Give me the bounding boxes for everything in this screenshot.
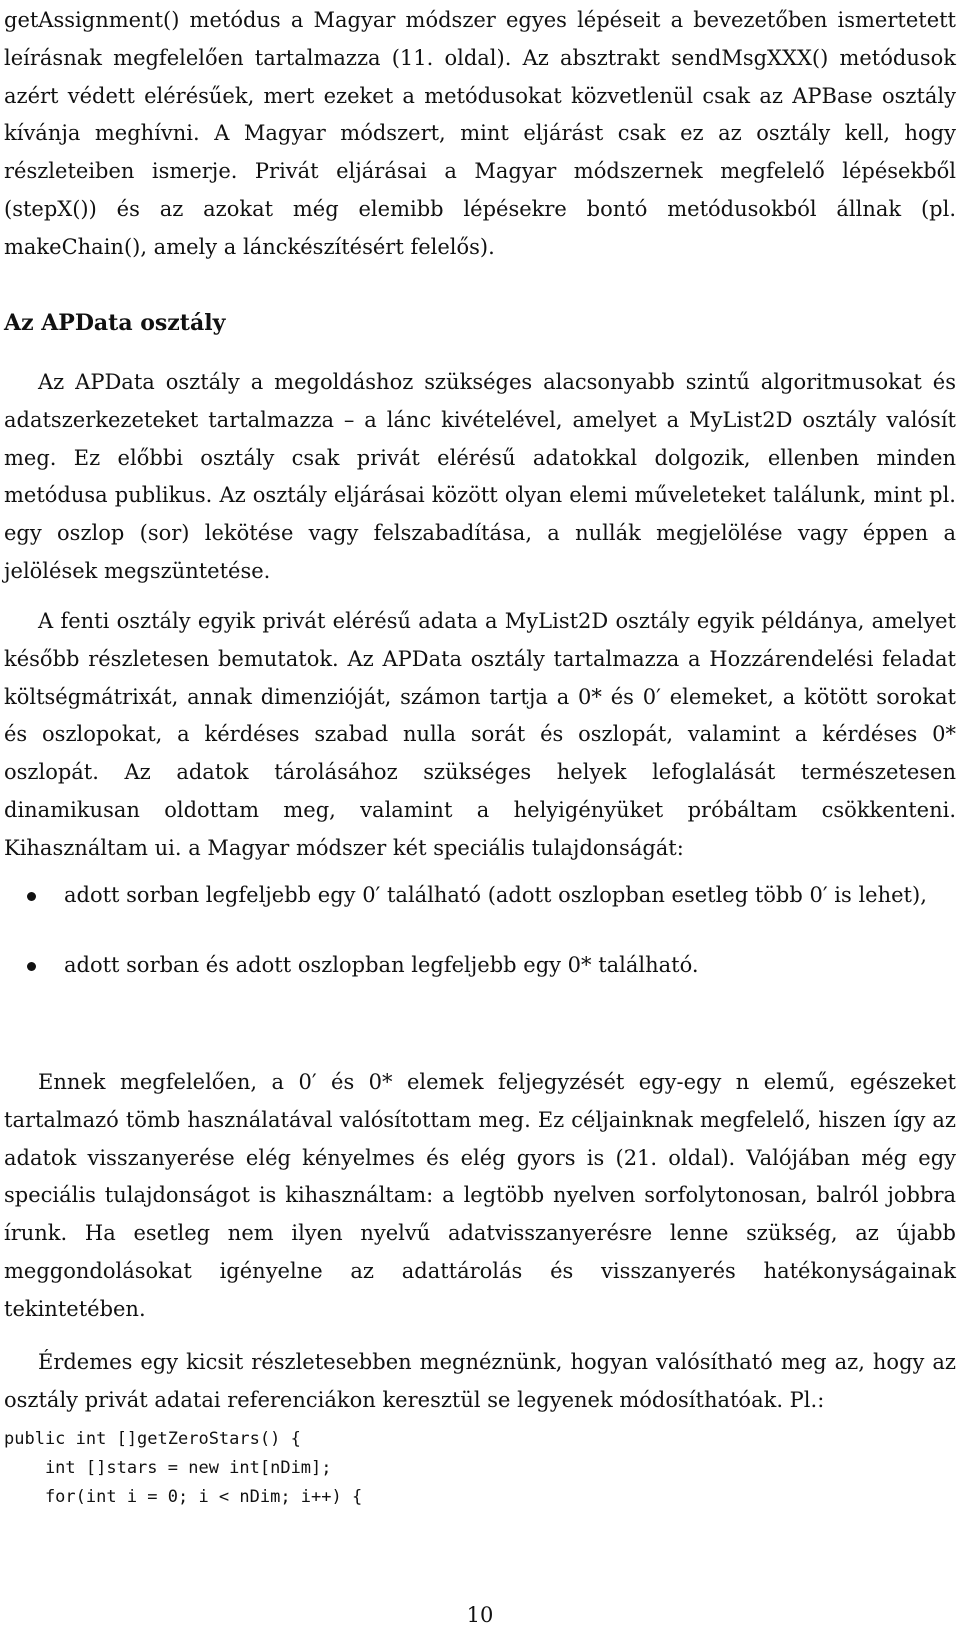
section-heading: Az APData osztály: [4, 310, 226, 336]
page-number: 10: [466, 1603, 494, 1627]
paragraph-apdata-data: A fenti osztály egyik privát elérésű adata a MyList2D osztály egyik példánya, amelyet később részletesen bemutatok. Az APData osztály tartalmazza a Hozzárendelési feladat költségmátrixát, annak dimenzióját, számon tartja a 0* és 0′ elemeket, a kötött sorokat és oszlopokat, a kérdéses szabad nulla sorát és oszlopát, valamint a kérdéses 0* oszlopát. Az adatok tárolásához szükséges helyek lefoglalását természetesen dinamikusan oldottam meg, valamint a helyigényüket próbáltam csökkenteni. Kihasználtam ui. a Magyar módszer két speciális tulajdonságát:: [4, 609, 956, 860]
paragraph-intro: getAssignment() metódus a Magyar módszer egyes lépéseit a bevezetőben ismertetett leírásnak megfelelően tartalmazza (11. oldal). Az absztrakt sendMsgXXX() metódusok azért védett elérésűek, mert ezeket a metódusokat közvetlenül csak az APBase osztály kívánja meghívni. A Magyar módszert, mint eljárást csak ez az osztály kell, hogy részleteiben ismerje. Privát eljárásai a Magyar módszernek megfelelő lépésekből (stepX()) és az azokat még elemibb lépésekre bontó metódusokból állnak (pl. makeChain(), amely a lánckészítésért felelős).: [4, 8, 956, 259]
list-item: [4, 877, 956, 915]
bullet-list: [4, 877, 956, 1017]
code-listing: public int []getZeroStars() { int []stars = new int[nDim]; for(int i = 0; i < nDim; i++) {: [4, 1429, 363, 1507]
list-item-text: adott sorban legfeljebb egy 0′ található (adott oszlopban esetleg több 0′ is lehet),: [64, 883, 927, 907]
bullet-dot-icon: [27, 892, 36, 901]
list-item-text: adott sorban és adott oszlopban legfeljebb egy 0* található.: [64, 952, 699, 977]
paragraph-references: Érdemes egy kicsit részletesebben megnéznünk, hogyan valósítható meg az, hogy az osztály privát adatai referenciákon keresztül se legyenek módosíthatóak. Pl.:: [4, 1350, 956, 1412]
paragraph-apdata-overview: Az APData osztály a megoldáshoz szükséges alacsonyabb szintű algoritmusokat és adatszerkezeteket tartalmazza – a lánc kivételével, amelyet a MyList2D osztály valósít meg. Ez előbbi osztály csak privát elérésű adatokkal dolgozik, ellenben minden metódusa publikus. Az osztály eljárásai között olyan elemi műveleteket találunk, mint pl. egy oszlop (sor) lekötése vagy felszabadítása, a nullák megjelölése vagy éppen a jelölések megszüntetése.: [4, 370, 956, 583]
paragraph-storage: Ennek megfelelően, a 0′ és 0* elemek feljegyzését egy-egy n elemű, egészeket tartalmazó tömb használatával valósítottam meg. Ez céljainknak megfelelő, hiszen így az adatok visszanyerése elég kényelmes és elég gyors is (21. oldal). Valójában még egy speciális tulajdonságot is kihasználtam: a legtöbb nyelven sorfolytonosan, balról jobbra írunk. Ha esetleg nem ilyen nyelvű adatvisszanyerésre lenne szükség, az újabb meggondolásokat igényelne az adattárolás és visszanyerés hatékonyságainak tekintetében.: [4, 1070, 956, 1321]
bullet-dot-icon: [27, 962, 36, 971]
list-item: [4, 947, 956, 985]
